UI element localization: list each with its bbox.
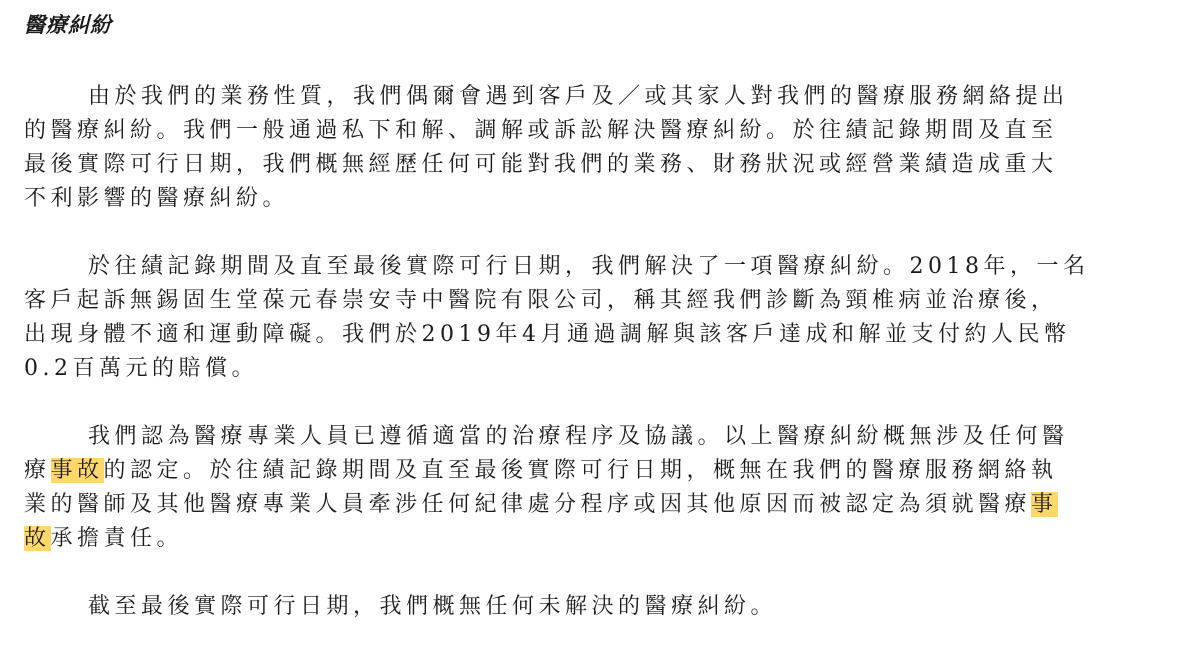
- paragraph-line: 截至最後實際可行日期，我們概無任何未解決的醫療糾紛。: [88, 594, 778, 619]
- paragraph-line: 故承擔責任。: [24, 526, 184, 551]
- search-highlight: 事故: [50, 458, 104, 483]
- paragraph-line: 0.2百萬元的賠償。: [24, 356, 258, 381]
- paragraph-resolved-dispute: [24, 250, 1090, 386]
- section-heading: 醫療糾紛: [24, 12, 112, 37]
- paragraph-line: 最後實際可行日期，我們概無經歷任何可能對我們的業務、財務狀況或經營業績造成重大: [24, 152, 1058, 177]
- paragraph-no-outstanding-disputes: [24, 590, 1060, 624]
- search-highlight: 事: [1031, 492, 1058, 517]
- paragraph-medical-disputes-overview: [24, 80, 1069, 216]
- paragraph-line: 由於我們的業務性質，我們偶爾會遇到客戶及／或其家人對我們的醫療服務網絡提出: [88, 84, 1069, 109]
- paragraph-line: 出現身體不適和運動障礙。我們於2019年4月通過調解與該客戶達成和解並支付約人民幣: [24, 322, 1071, 347]
- paragraph-line: 業的醫師及其他醫療專業人員牽涉任何紀律處分程序或因其他原因而被認定為須就醫療事: [24, 492, 1058, 517]
- search-highlight: 故: [24, 526, 51, 551]
- paragraph-line: 的醫療糾紛。我們一般通過私下和解、調解或訴訟解決醫療糾紛。於往績記錄期間及直至: [24, 118, 1058, 143]
- paragraph-line: 我們認為醫療專業人員已遵循適當的治療程序及協議。以上醫療糾紛概無涉及任何醫: [88, 424, 1069, 449]
- paragraph-line: 客戶起訴無錫固生堂葆元春崇安寺中醫院有限公司，稱其經我們診斷為頸椎病並治療後，: [24, 288, 1058, 313]
- paragraph-line: 於往績記錄期間及直至最後實際可行日期，我們解決了一項醫療糾紛。2018年，一名: [88, 254, 1090, 279]
- paragraph-line: 療事故的認定。於往績記錄期間及直至最後實際可行日期，概無在我們的醫療服務網絡執: [24, 458, 1058, 483]
- paragraph-line: 不利影響的醫療糾紛。: [24, 186, 290, 211]
- paragraph-no-accidents: [24, 420, 1069, 556]
